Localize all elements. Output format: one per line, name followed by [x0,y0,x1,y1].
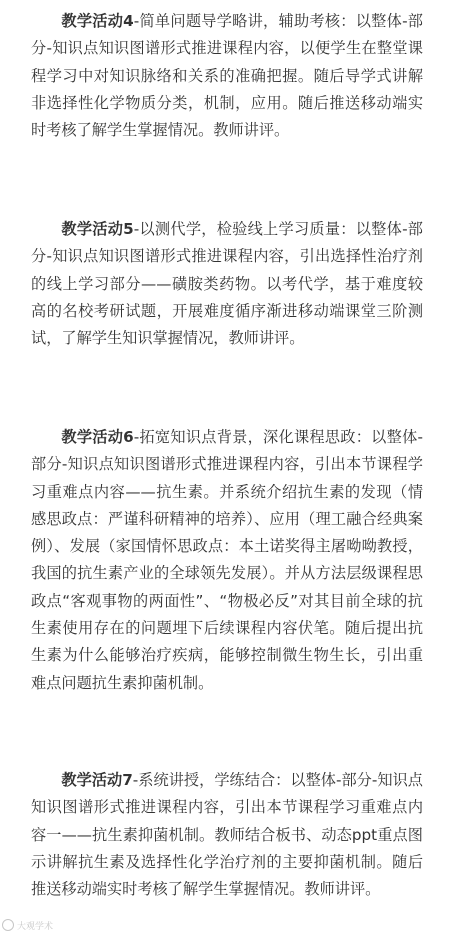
paragraph-activity-4 [31,8,423,144]
watermark-text: 大观学术 [17,921,54,932]
paragraph-activity-7 [31,767,423,903]
paragraph-text: -系统讲授，学练结合：以整体-部分-知识点知识图谱形式推进课程内容，引出本节课程学习重难点内容一——抗生素抑菌机制。教师结合板书、动态ppt重点图示讲解抗生素及选择性化学治疗剂的主要抑菌机制。随后推送移动端实时考核了解学生掌握情况。教师讲评。 [31,771,423,899]
paragraph-text: -以测代学，检验线上学习质量：以整体-部分-知识点知识图谱形式推进课程内容，引出选择性治疗剂的线上学习部分——磺胺类药物。以考代学，基于难度较高的名校考研试题，开展难度循序渐进移动端课堂三阶测试，了解学生知识掌握情况，教师讲评。 [31,220,423,348]
activity-title: 教学活动5 [61,220,134,238]
paragraph-activity-6 [31,424,423,697]
watermark-logo-icon [2,919,14,931]
paragraph-text: -简单问题导学略讲，辅助考核：以整体-部分-知识点知识图谱形式推进课程内容，以便学生在整堂课程学习中对知识脉络和关系的准确把握。随后导学式讲解非选择性化学物质分类，机制，应用。随后推送移动端实时考核了解学生掌握情况。教师讲评。 [31,12,423,140]
activity-title: 教学活动6 [61,428,134,446]
activity-title: 教学活动7 [61,771,133,789]
watermark [2,917,53,933]
activity-title: 教学活动4 [61,12,134,30]
paragraph-text: -拓宽知识点背景，深化课程思政：以整体-部分-知识点知识图谱形式推进课程内容，引出本节课程学习重难点内容——抗生素。并系统介绍抗生素的发现（情感思政点：严谨科研精神的培养）、应用（理工融合经典案例）、发展（家国情怀思政点：本土诺奖得主屠呦呦教授，我国的抗生素产业的全球领先发展）。并从方法层级课程思政点“客观事物的两面性”、“物极必反”对其目前全球的抗生素使用存在的问题埋下后续课程内容伏笔。随后提出抗生素为什么能够治疗疾病，能够控制微生物生长，引出重难点问题抗生素抑菌机制。 [31,428,423,692]
paragraph-activity-5 [31,216,423,352]
